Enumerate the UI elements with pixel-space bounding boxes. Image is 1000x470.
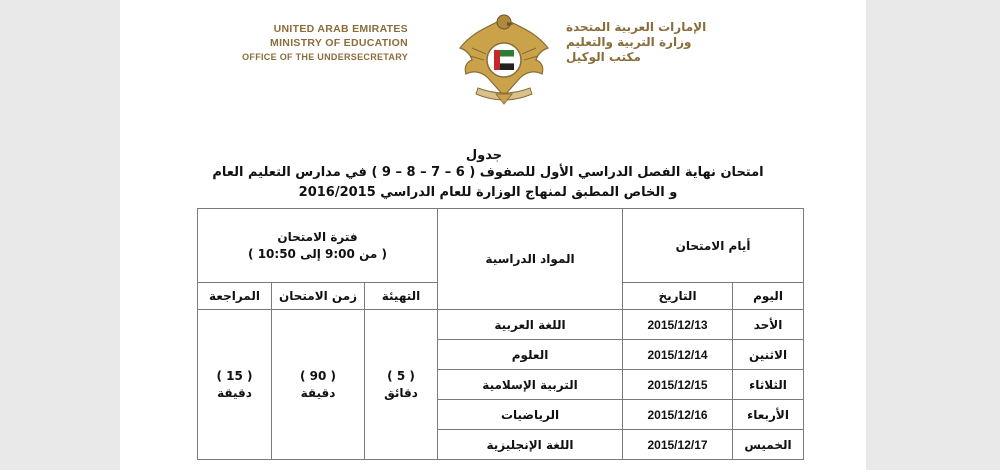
day-cell: الأربعاء [733,400,804,430]
review-duration-unit: دقيقة [217,385,252,400]
exam-time-column-header: زمن الامتحان [272,283,365,310]
document-subtitle: امتحان نهاية الفصل الدراسي الأول للصفوف ( 6 – 7 – 8 – 9 ) في مدارس التعليم العام [212,165,764,180]
review-column-header: المراجعة [198,283,272,310]
arabic-letterhead [566,20,756,65]
prep-duration-cell [365,310,438,460]
review-duration-value: ( 15 ) [216,368,253,383]
exam-period-time: ( من 9:00 إلى 10:50 ) [248,246,387,261]
review-duration-cell [198,310,272,460]
country-name-en: UNITED ARAB EMIRATES [273,23,408,35]
day-column-header: اليوم [733,283,804,310]
day-cell: الاثنين [733,340,804,370]
prep-duration-value: ( 5 ) [387,368,415,383]
prep-duration-unit: دقائق [384,385,418,400]
date-cell: 2015/12/15 [623,370,733,400]
exam-schedule-table [197,208,804,460]
subject-cell: التربية الإسلامية [438,370,623,400]
prep-column-header: التهيئة [365,283,438,310]
date-column-header: التاريخ [623,283,733,310]
exam-days-header: أيام الامتحان [623,209,804,283]
office-name-en: OFFICE OF THE UNDERSECRETARY [242,52,408,62]
date-cell: 2015/12/14 [623,340,733,370]
subjects-header: المواد الدراسية [438,209,623,310]
subject-cell: اللغة العربية [438,310,623,340]
table-row [198,310,804,340]
country-name-ar: الإمارات العربية المتحدة [566,20,707,34]
ministry-name-ar: وزارة التربية والتعليم [566,35,692,49]
office-name-ar: مكتب الوكيل [566,50,641,64]
day-cell: الأحد [733,310,804,340]
exam-duration-value: ( 90 ) [299,368,337,383]
date-cell: 2015/12/16 [623,400,733,430]
date-cell: 2015/12/13 [623,310,733,340]
ministry-name-en: MINISTRY OF EDUCATION [270,37,408,49]
subject-cell: العلوم [438,340,623,370]
uae-eagle-emblem-icon [452,8,556,108]
exam-duration-cell [272,310,365,460]
english-letterhead [148,22,408,64]
day-cell: الخميس [733,430,804,460]
date-cell: 2015/12/17 [623,430,733,460]
exam-duration-unit: دقيقة [300,385,336,400]
subject-cell: الرياضيات [438,400,623,430]
document-title: جدول [465,148,503,163]
exam-period-label: فترة الامتحان [277,229,358,244]
subject-cell: اللغة الإنجليزية [438,430,623,460]
document-subtitle-2: و الخاص المطبق لمنهاج الوزارة للعام الدراسي 2016/2015 [298,185,678,200]
day-cell: الثلاثاء [733,370,804,400]
exam-period-header [198,209,438,283]
